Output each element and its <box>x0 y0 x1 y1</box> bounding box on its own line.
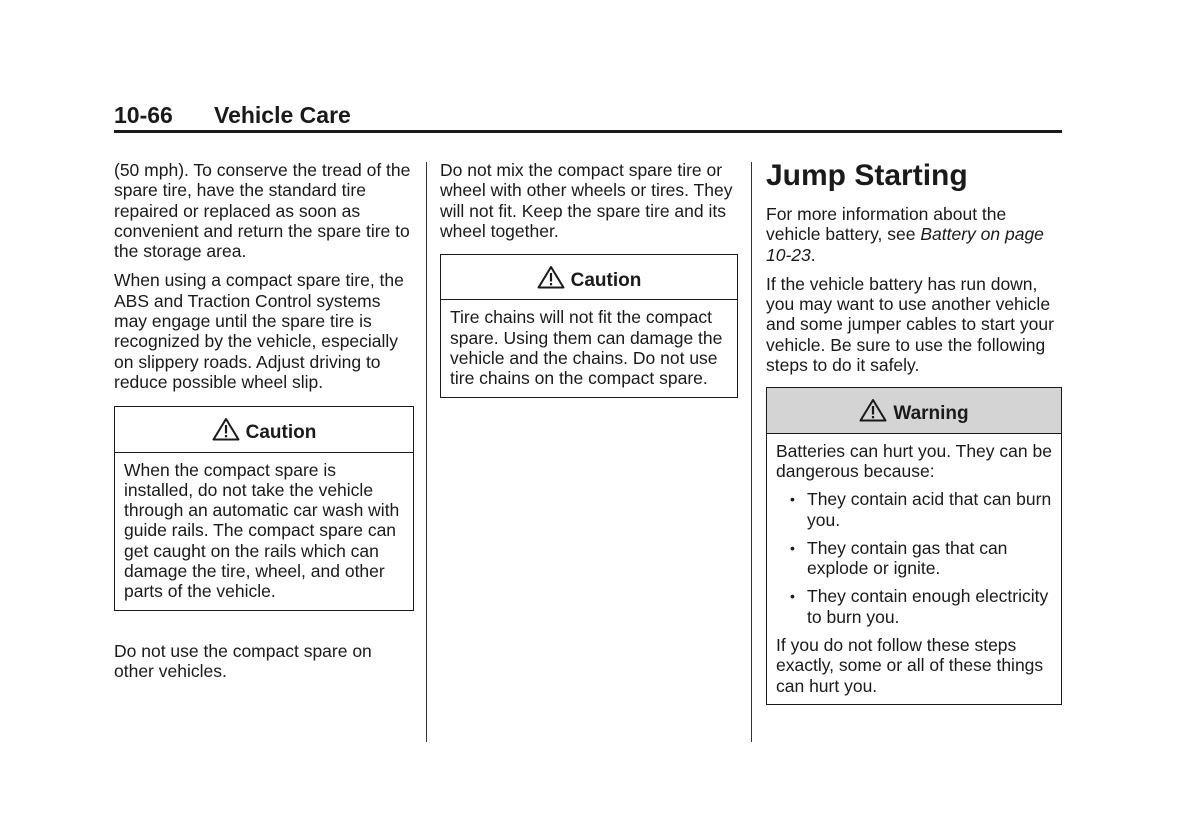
warning-triangle-icon <box>859 398 887 422</box>
paragraph: Do not use the compact spare on other vehicles. <box>114 640 372 681</box>
caution-header <box>115 407 413 452</box>
caution-body: When the compact spare is installed, do not take the vehicle through an automatic car wash with guide rails. The compact spare can get caught on the rails which can damage the tire, wheel, and other parts of the vehicle. <box>124 459 400 602</box>
warning-box <box>766 387 1062 705</box>
caution-body: Tire chains will not fit the compact spare. Using them can damage the vehicle and the chains. Do not use tire chains on the compact spare. <box>450 307 723 389</box>
warning-triangle-icon <box>537 265 565 289</box>
intro-text: For more information about the vehicle battery, see <box>766 204 1007 245</box>
bullet-item: • They contain enough electricity to burn you. <box>776 586 1052 627</box>
column-divider <box>426 162 427 742</box>
column-middle <box>440 160 738 418</box>
warning-outro: If you do not follow these steps exactly, some or all of these things can hurt you. <box>776 635 1044 696</box>
warning-triangle-icon <box>212 417 240 441</box>
caution-header <box>441 255 737 300</box>
intro-end: . <box>810 244 816 265</box>
column-right <box>766 160 1062 725</box>
caution-title: Caution <box>245 422 317 444</box>
bullet-item: • They contain acid that can burn you. <box>776 489 1052 530</box>
caution-box <box>440 254 738 397</box>
paragraph: (50 mph). To conserve the tread of the spare tire, have the standard tire repaired or replaced as soon as convenient and return the spare tire to the storage area. <box>114 160 411 262</box>
cross-reference-link[interactable]: Battery on page 10-23 <box>766 224 1044 265</box>
warning-intro: Batteries can hurt you. They can be dangerous because: <box>776 440 1052 481</box>
section-heading: Jump Starting <box>766 159 968 192</box>
section-title: Vehicle Care <box>214 102 351 128</box>
paragraph: If the vehicle battery has run down, you may want to use another vehicle and some jumper cables to start your vehicle. Be sure to use the following steps to do it safely. <box>766 273 1054 376</box>
warning-header <box>767 388 1061 433</box>
paragraph: Do not mix the compact spare tire or wheel with other wheels or tires. They will not fit. Keep the spare tire and its wheel together. <box>440 160 733 241</box>
bullet-item: • They contain gas that can explode or ignite. <box>776 538 1052 579</box>
paragraph <box>766 204 1062 265</box>
caution-title: Caution <box>570 270 642 292</box>
page-number: 10-66 <box>114 102 173 128</box>
page-header <box>114 100 1062 133</box>
warning-title: Warning <box>893 403 969 425</box>
column-left <box>114 160 414 690</box>
paragraph: When using a compact spare tire, the ABS and Traction Control systems may engage until the spare tire is recognized by the vehicle, especially on slippery roads. Adjust driving to reduce possible wheel slip. <box>114 270 404 392</box>
caution-box <box>114 406 414 610</box>
column-divider <box>751 162 752 742</box>
warning-bullet-list <box>776 489 1052 627</box>
